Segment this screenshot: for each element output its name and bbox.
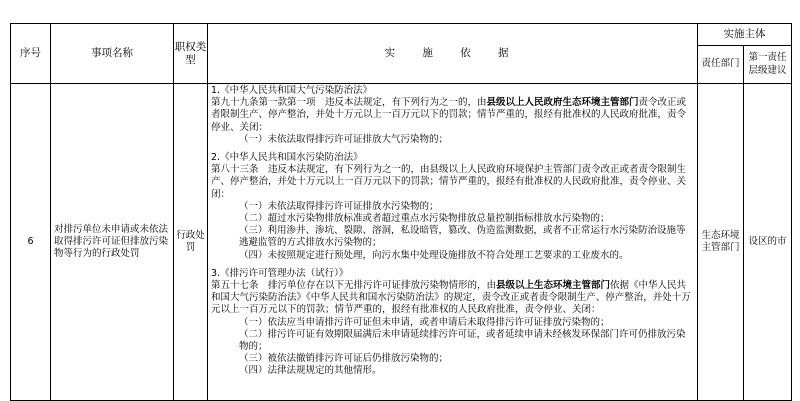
- law2-item: （四）未按照规定进行预处理，向污水集中处理设施排放不符合处理工艺要求的工业废水的。: [239, 249, 629, 261]
- header-item-name: 事项名称: [51, 24, 174, 84]
- law2-item: （二）超过水污染物排放标准或者超过重点水污染物排放总量控制指标排放水污染物的；: [239, 213, 610, 225]
- row-first-level: 设区的市: [744, 84, 792, 401]
- row-responsible-dept: 生态环境主管部门: [698, 84, 744, 401]
- header-seq: 序号: [11, 24, 51, 84]
- law1-title: 1.《中华人民共和国大气污染防治法》: [211, 85, 373, 96]
- enforcement-table: [10, 23, 792, 401]
- law3-title: 3.《排污许可管理办法（试行）》: [211, 267, 349, 279]
- header-power-type: 职权类型: [174, 24, 208, 84]
- row-basis: [208, 84, 698, 401]
- table-row: [11, 84, 792, 401]
- law3-item: （四）法律法规规定的其他情形。: [239, 365, 382, 377]
- row-seq: 6: [11, 84, 51, 401]
- row-power-type: 行政处罚: [174, 84, 208, 401]
- law3-item: （三）被依法撤销排污许可证后仍排放污染物的；: [239, 353, 449, 365]
- row-item-name: 对排污单位未申请或未依法取得排污许可证但排放污染物等行为的行政处罚: [51, 84, 174, 401]
- law3-item: （二）排污许可证有效期限届满后未申请延续排污许可证，或者延续申请未经核发环保部门许可仍排放污染物的；: [239, 328, 686, 353]
- law3-text: 第五十七条 排污单位存在以下无排污许可证排放污染物情形的，由县级以上生态环境主管部门依据《中华人民共和国大气污染防治法》《中华人民共和国水污染防治法》的规定，责令改正或者责令限制生产、停产整治，并处十万元以上一百万元以下的罚款；情节严重的，报经有批准权的人民政府批准，责令停业、关闭：: [211, 280, 691, 316]
- law1-text: 第九十九条第一款第一项 违反本法规定，有下列行为之一的，由县级以上人民政府生态环境主管部门责令改正或者限制生产、停产整治，并处十万元以上一百万元以下的罚款；情节严重的，报经有批准权的人民政府批准，责令停业、关闭：: [211, 97, 687, 133]
- law1-item: （一）未依法取得排污许可证排放大气污染物的；: [239, 133, 449, 145]
- law2-item: （一）未依法取得排污许可证排放水污染物的；: [239, 200, 439, 212]
- law2-text: 第八十三条 违反本法规定，有下列行为之一的，由县级以上人民政府环境保护主管部门责令改正或者责令限制生产、停产整治，并处十万元以上一百万元以下的罚款；情节严重的，报经有批准权的人民政府批准，责令停业、关闭：: [211, 164, 687, 200]
- header-responsible-dept: 责任部门: [698, 46, 744, 84]
- law3-item: （一）依法应当申请排污许可证但未申请，或者申请后未取得排污许可证排放污染物的；: [239, 316, 610, 328]
- header-first-level: 第一责任层级建议: [744, 46, 792, 84]
- header-basis: 实 施 依 据: [208, 24, 698, 84]
- law2-item: （三）利用渗井、渗坑、裂隙、溶洞，私设暗管，篡改、伪造监测数据，或者不正常运行水污染防治设施等逃避监管的方式排放水污染物的；: [239, 225, 686, 249]
- law2-title: 2.《中华人民共和国水污染防治法》: [211, 152, 363, 164]
- header-implementing-subject: 实施主体: [698, 24, 792, 46]
